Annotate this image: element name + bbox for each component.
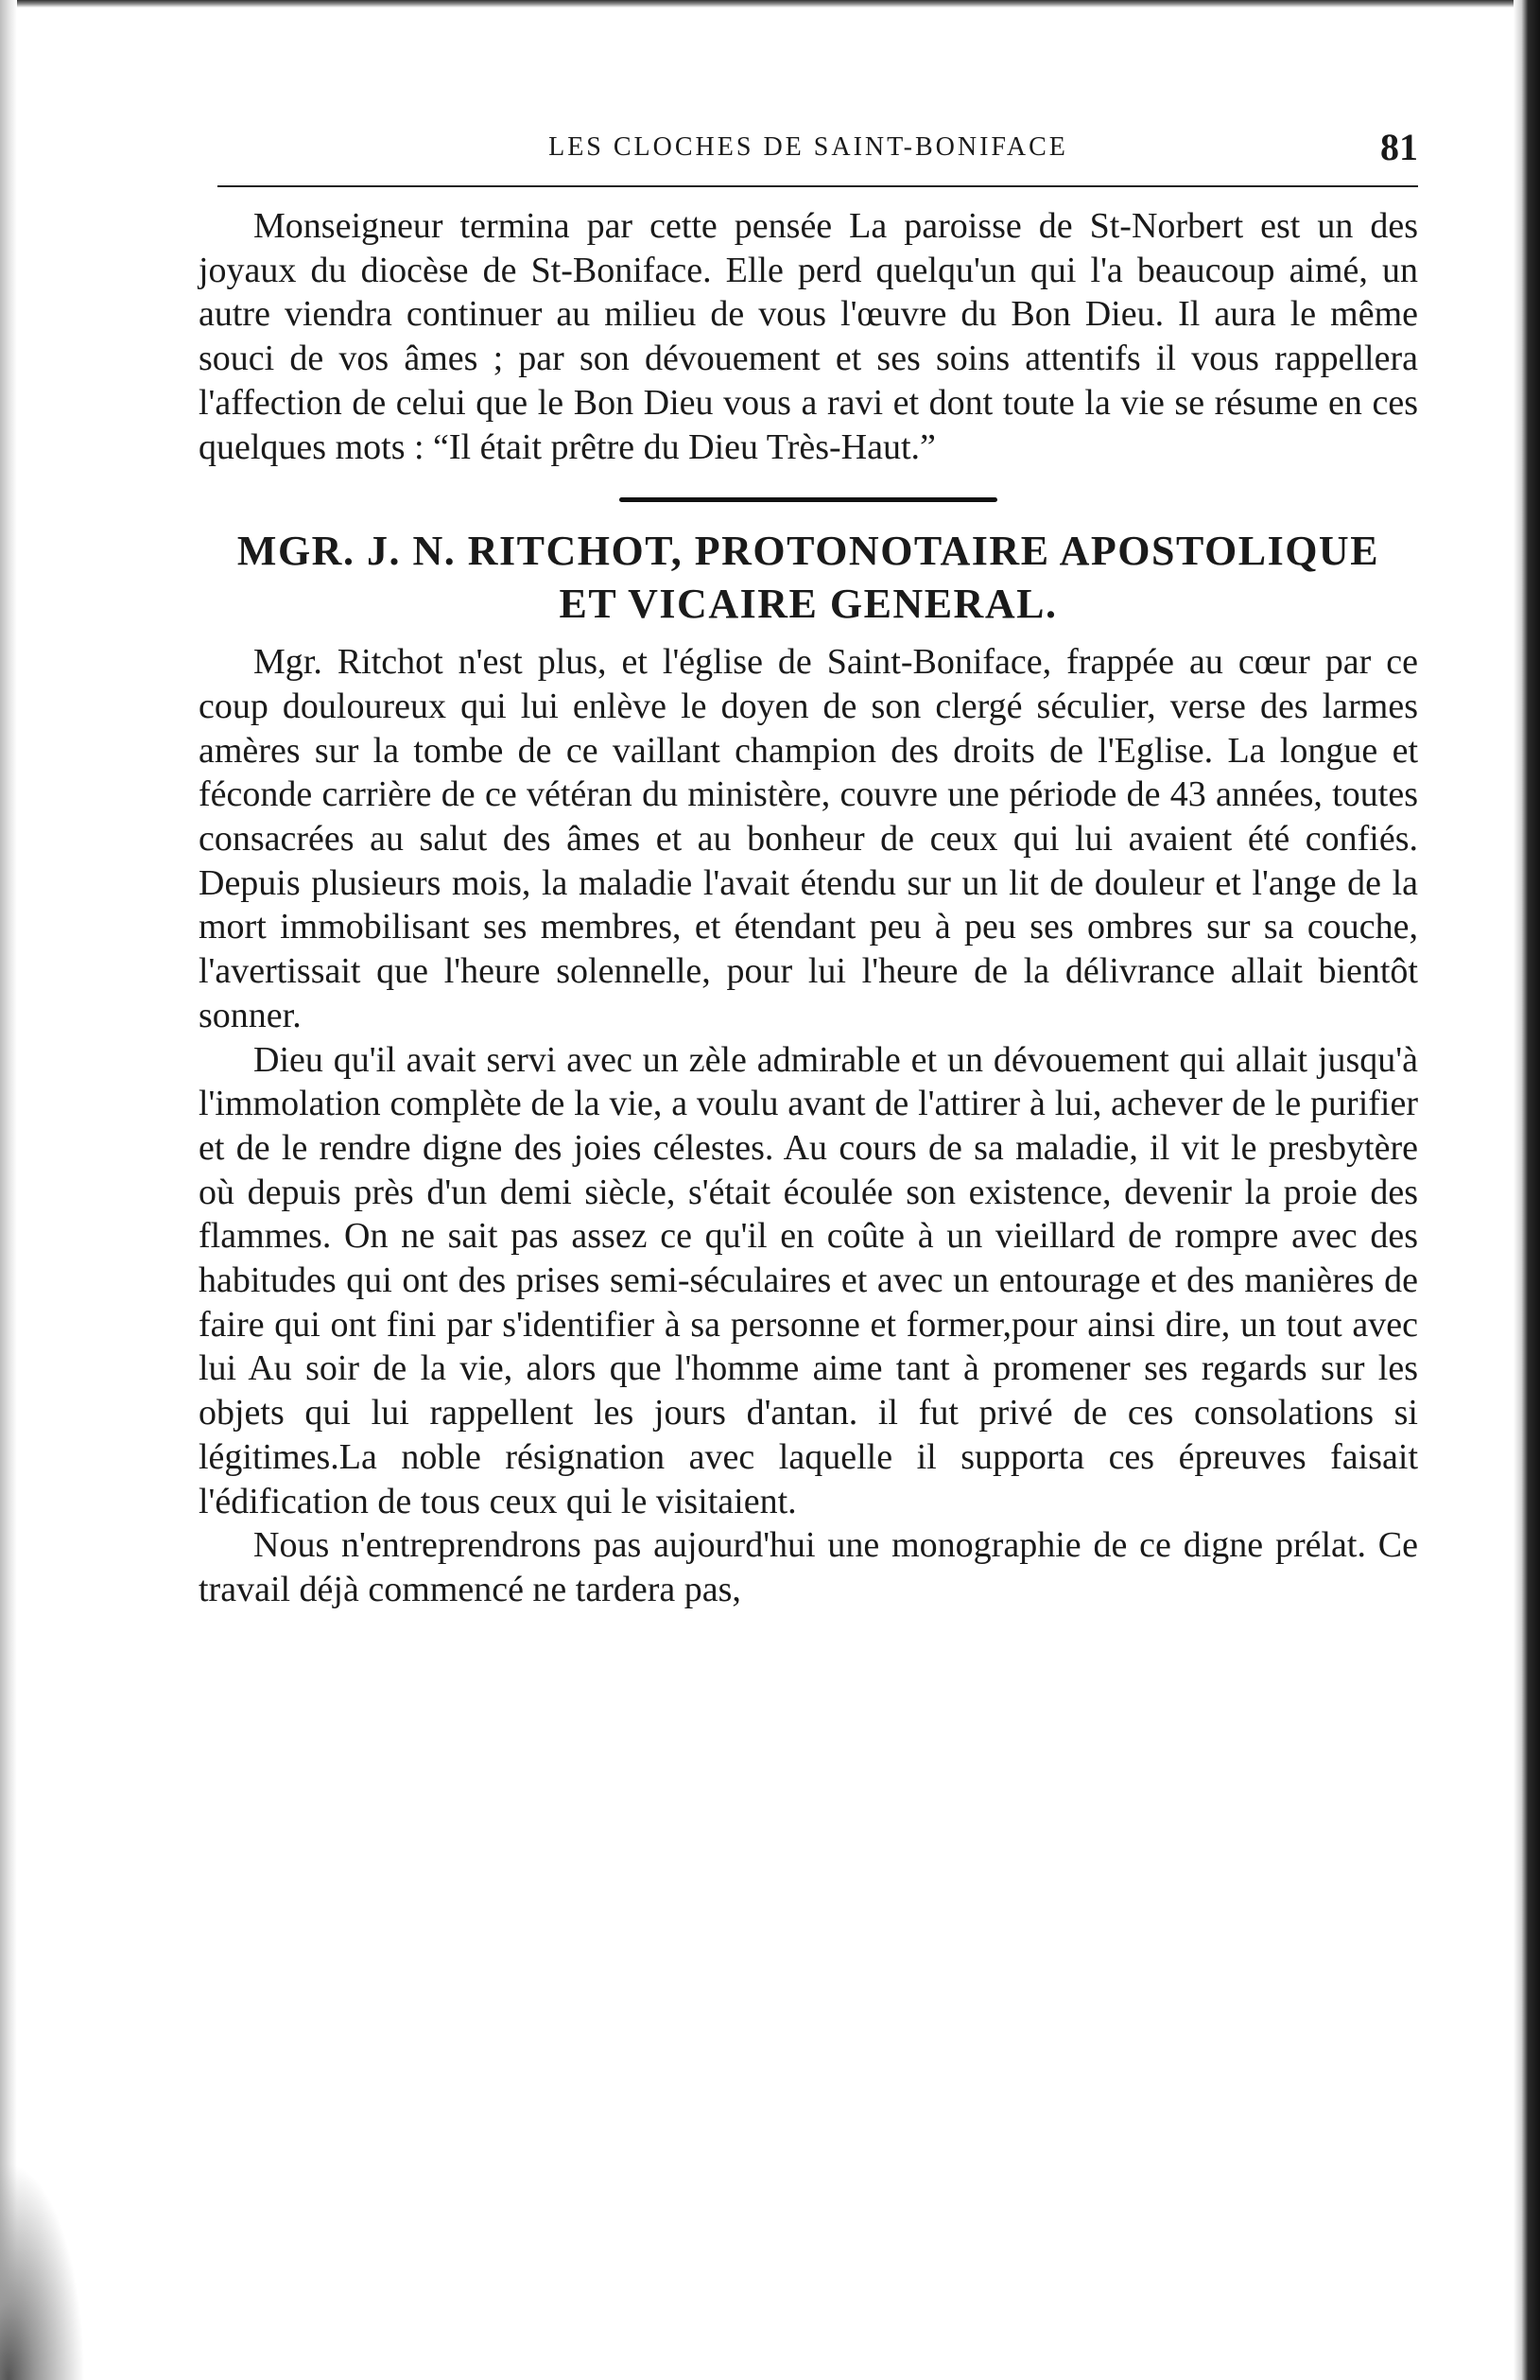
book-page xyxy=(199,123,1418,1612)
page-left-edge xyxy=(0,0,17,2380)
body-paragraph-3: Nous n'entreprendrons pas aujourd'hui une monographie de ce digne prélat. Ce travail déjà commencé ne tardera pas, xyxy=(199,1525,1418,1609)
intro-paragraph: Monseigneur termina par cette pensée La paroisse de St-Norbert est un des joyaux du diocèse de St-Boniface. Elle perd quelqu'un qui l'a beaucoup aimé, un autre viendra continuer au milieu de vous l'œuvre du Bon Dieu. Il aura le même souci de vos âmes ; par son dévouement et ses soins attentifs il vous rappellera l'affection de celui que le Bon Dieu vous a ravi et dont toute la vie se résume en ces quelques mots : “Il était prêtre du Dieu Très-Haut.” xyxy=(199,206,1418,467)
running-header xyxy=(199,123,1418,170)
page-right-edge xyxy=(1514,0,1540,2380)
corner-smudge xyxy=(0,2163,85,2380)
page-top-edge xyxy=(0,0,1540,8)
section-divider xyxy=(619,497,997,502)
body-paragraph-1: Mgr. Ritchot n'est plus, et l'église de Saint-Boniface, frappée au cœur par ce coup douloureux qui lui enlève le doyen de son clergé séculier, verse des larmes amères sur la tombe de ce vaillant champion des droits de l'Eglise. La longue et féconde carrière de ce vétéran du ministère, couvre une période de 43 années, toutes consacrées au salut des âmes et au bonheur de ceux qui lui avaient été confiés. Depuis plusieurs mois, la maladie l'avait étendu sur un lit de douleur et l'ange de la mort immobilisant ses membres, et étendant peu à peu ses ombres sur sa couche, l'avertissait que l'heure solennelle, pour lui l'heure de la délivrance allait bientôt sonner. xyxy=(199,642,1418,1035)
running-title: LES CLOCHES DE SAINT-BONIFACE xyxy=(548,132,1068,162)
body-paragraph-2: Dieu qu'il avait servi avec un zèle admirable et un dévouement qui allait jusqu'à l'immolation complète de la vie, a voulu avant de l'attirer à lui, achever de le purifier et de le rendre digne des joies célestes. Au cours de sa maladie, il vit le presbytère où depuis près d'un demi siècle, s'était écoulée son existence, devenir la proie des flammes. On ne sait pas assez ce qu'il en coûte à un vieillard de rompre avec des habitudes qui ont des prises semi-séculaires et avec un entourage et des manières de faire qui ont fini par s'identifier à sa personne et former,pour ainsi dire, un tout avec lui Au soir de la vie, alors que l'homme aime tant à promener ses regards sur les objets qui lui rappellent les jours d'antan. il fut privé de ces consolations si légitimes.La noble résignation avec laquelle il supporta ces épreuves faisait l'édification de tous ceux qui le visitaient. xyxy=(199,1039,1418,1521)
page-number: 81 xyxy=(1380,126,1418,168)
section-title-line-2: ET VICAIRE GENERAL. xyxy=(559,581,1058,628)
header-rule xyxy=(217,185,1418,187)
section-title-line-1: MGR. J. N. RITCHOT, PROTONOTAIRE APOSTOLIQUE xyxy=(236,528,1380,575)
section-title xyxy=(199,525,1418,631)
